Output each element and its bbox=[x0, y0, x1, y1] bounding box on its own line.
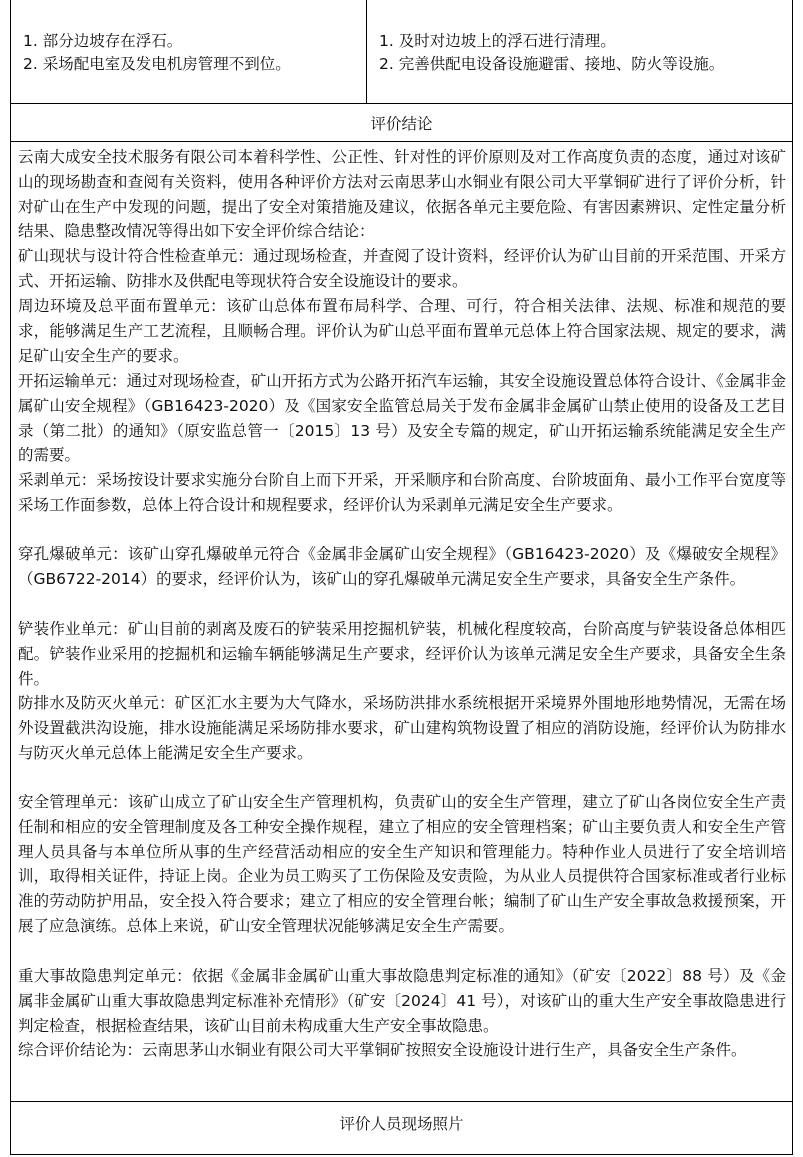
photos-title: 评价人员现场照片 bbox=[339, 1115, 464, 1133]
measure-item: 2. 完善供配电设备设施避雷、接地、防火等设施。 bbox=[379, 55, 725, 73]
conformity-unit-paragraph: 矿山现状与设计符合性检查单元：通过现场检查，并查阅了设计资料，经评价认为矿山目前的开采范围、开采方式、开拓运输、防排水及供配电等现状符合安全设施设计的要求。 bbox=[18, 247, 786, 290]
issues-measures-table bbox=[10, 0, 793, 104]
photos-header-cell bbox=[10, 1101, 793, 1155]
blasting-unit-paragraph: 穿孔爆破单元：该矿山穿孔爆破单元符合《金属非金属矿山安全规程》（GB16423-2020）及《爆破安全规程》（GB6722-2014）的要求，经评价认为，该矿山的穿孔爆破单元满足安全生产要求，具备安全生产条件。 bbox=[18, 545, 786, 588]
transport-unit-paragraph: 开拓运输单元：通过对现场检查，矿山开拓方式为公路开拓汽车运输，其安全设施设置总体符合设计、《金属非金属矿山安全规程》（GB16423-2020）及《国家安全监管总局关于发布金属非金属矿山禁止使用的设备及工艺目录（第二批）的通知》（原安监总管一〔2015〕13 号）及安全专篇的规定，矿山开拓运输系统能满足安全生产的需要。 bbox=[18, 372, 786, 465]
conclusion-intro-paragraph: 云南大成安全技术服务有限公司本着科学性、公正性、针对性的评价原则及对工作高度负责的态度，通过对该矿山的现场勘查和查阅有关资料，使用各种评价方法对云南思茅山水铜业有限公司大平掌铜矿进行了评价分析，针对矿山在生产中发现的问题，提出了安全对策措施及建议，依据各单元主要危险、有害因素辨识、定性定量分析结果、隐患整改情况等得出如下安全评价综合结论： bbox=[18, 148, 786, 241]
conclusion-header-cell bbox=[10, 104, 793, 142]
conclusion-title: 评价结论 bbox=[370, 115, 433, 133]
loading-unit-paragraph: 铲装作业单元：矿山目前的剥离及废石的铲装采用挖掘机铲装，机械化程度较高，台阶高度与铲装设备总体相匹配。铲装作业采用的挖掘机和运输车辆能够满足生产要求，经评价认为该单元满足安全生产要求，具备安全生条件。 bbox=[18, 620, 786, 688]
measure-item: 1. 及时对边坡上的浮石进行清理。 bbox=[379, 32, 616, 50]
measures-column bbox=[367, 0, 792, 103]
problems-column bbox=[11, 0, 367, 103]
stripping-unit-paragraph: 采剥单元：采场按设计要求实施分台阶自上而下开采，开采顺序和台阶高度、台阶坡面角、最小工作平台宽度等采场工作面参数，总体上符合设计和规程要求，经评价认为采剥单元满足安全生产要求。 bbox=[18, 471, 786, 514]
safety-management-paragraph: 安全管理单元：该矿山成立了矿山安全生产管理机构，负责矿山的安全生产管理，建立了矿山各岗位安全生产责任制和相应的安全管理制度及各工种安全操作规程，建立了相应的安全管理档案；矿山主要负责人和安全生产管理人员具备与本单位所从事的生产经营活动相应的安全生产知识和管理能力。特种作业人员进行了安全培训培训，取得相关证件，持证上岗。企业为员工购买了工伤保险及安责险，为从业人员提供符合国家标准或者行业标准的劳动防护用品，安全投入符合要求；建立了相应的安全管理台帐；编制了矿山生产安全事故急救援预案，开展了应急演练。总体上来说，矿山安全管理状况能够满足安全生产需要。 bbox=[18, 793, 786, 935]
major-hazard-unit-paragraph: 重大事故隐患判定单元：依据《金属非金属矿山重大事故隐患判定标准的通知》（矿安〔2022〕88 号）及《金属非金属矿山重大事故隐患判定标准补充情形》（矿安〔2024〕41 号），对该矿山的重大生产安全事故隐患进行判定检查，根据检查结果，该矿山目前未构成重大生产安全事故隐患。 bbox=[18, 967, 786, 1035]
layout-unit-paragraph: 周边环境及总平面布置单元：该矿山总体布置布局科学、合理、可行，符合相关法律、法规、标准和规范的要求，能够满足生产工艺流程，且顺畅合理。评价认为矿山总平面布置单元总体上符合国家法规、规定的要求，满足矿山安全生产的要求。 bbox=[18, 297, 786, 365]
problem-item: 1. 部分边坡存在浮石。 bbox=[23, 32, 183, 50]
overall-conclusion-paragraph: 综合评价结论为：云南思茅山水铜业有限公司大平掌铜矿按照安全设施设计进行生产，具备安全生产条件。 bbox=[18, 1041, 747, 1059]
conclusion-body-cell bbox=[10, 141, 793, 1102]
problem-item: 2. 采场配电室及发电机房管理不到位。 bbox=[23, 55, 291, 73]
drainage-fire-unit-paragraph: 防排水及防灭火单元：矿区汇水主要为大气降水，采场防洪排水系统根据开采境界外围地形地势情况，无需在场外设置截洪沟设施，排水设施能满足采场防排水要求，矿山建构筑物设置了相应的消防设施，经评价认为防排水与防灭火单元总体上能满足安全生产要求。 bbox=[18, 694, 786, 762]
